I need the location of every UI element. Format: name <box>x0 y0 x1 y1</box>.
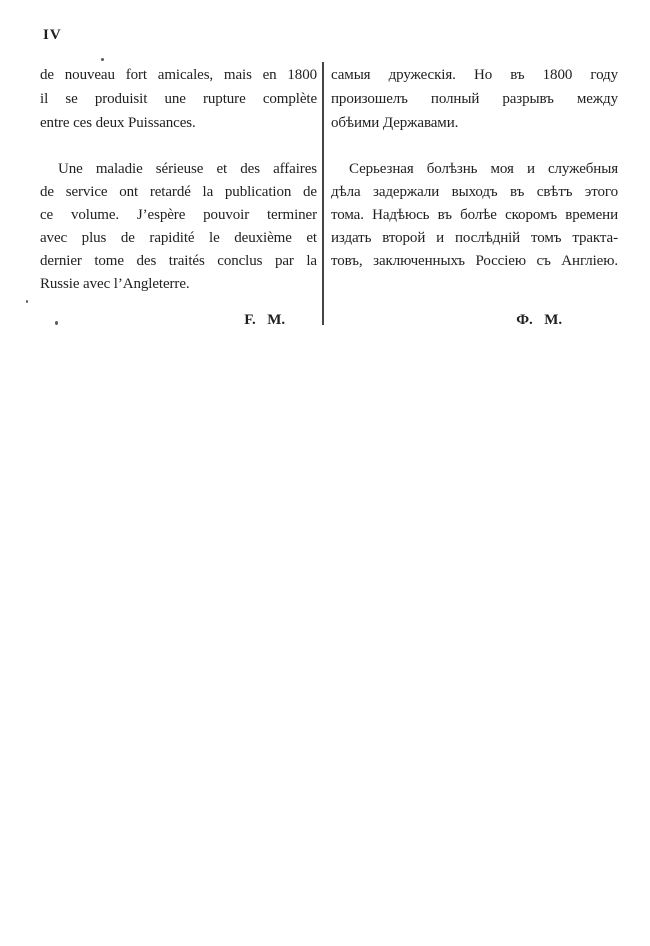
page-number: IV <box>43 27 62 43</box>
russian-paragraph-2 <box>331 158 618 273</box>
text-line: Une maladie sérieuse et des affaires <box>58 161 317 177</box>
text-line: Серьезная болѣзнь моя и служебныя <box>349 161 618 177</box>
ink-speck <box>26 300 28 303</box>
french-signature: F. M. <box>244 312 285 328</box>
text-line: издать второй и послѣдній томъ тракта- <box>331 230 618 246</box>
text-line: обѣими Державами. <box>331 115 459 131</box>
french-paragraph-1 <box>40 63 317 135</box>
ink-speck <box>101 58 104 61</box>
column-divider-rule <box>322 62 324 325</box>
text-line: avec plus de rapidité le deuxième et <box>40 230 317 246</box>
text-line: дѣла задержали выходъ въ свѣтъ этого <box>331 184 618 200</box>
french-paragraph-2 <box>40 158 317 296</box>
text-line: ce volume. J’espère pouvoir terminer <box>40 207 317 223</box>
russian-column <box>331 0 618 946</box>
text-line: de service ont retardé la publication de <box>40 184 317 200</box>
ink-speck <box>55 321 58 325</box>
text-line: dernier tome des traités conclus par la <box>40 253 317 269</box>
french-column <box>40 0 317 946</box>
russian-paragraph-1 <box>331 63 618 135</box>
text-line: произошелъ полный разрывъ между <box>331 91 618 107</box>
text-line: entre ces deux Puissances. <box>40 115 196 131</box>
text-line: de nouveau fort amicales, mais en 1800 <box>40 67 317 83</box>
text-line: товъ, заключенныхъ Россіею съ Англіею. <box>331 253 618 269</box>
text-line: Russie avec l’Angleterre. <box>40 276 190 292</box>
text-line: il se produisit une rupture complète <box>40 91 317 107</box>
text-line: тома. Надѣюсь въ болѣе скоромъ времени <box>331 207 618 223</box>
text-line: самыя дружескія. Но въ 1800 году <box>331 67 618 83</box>
russian-signature: Ф. М. <box>516 312 562 328</box>
